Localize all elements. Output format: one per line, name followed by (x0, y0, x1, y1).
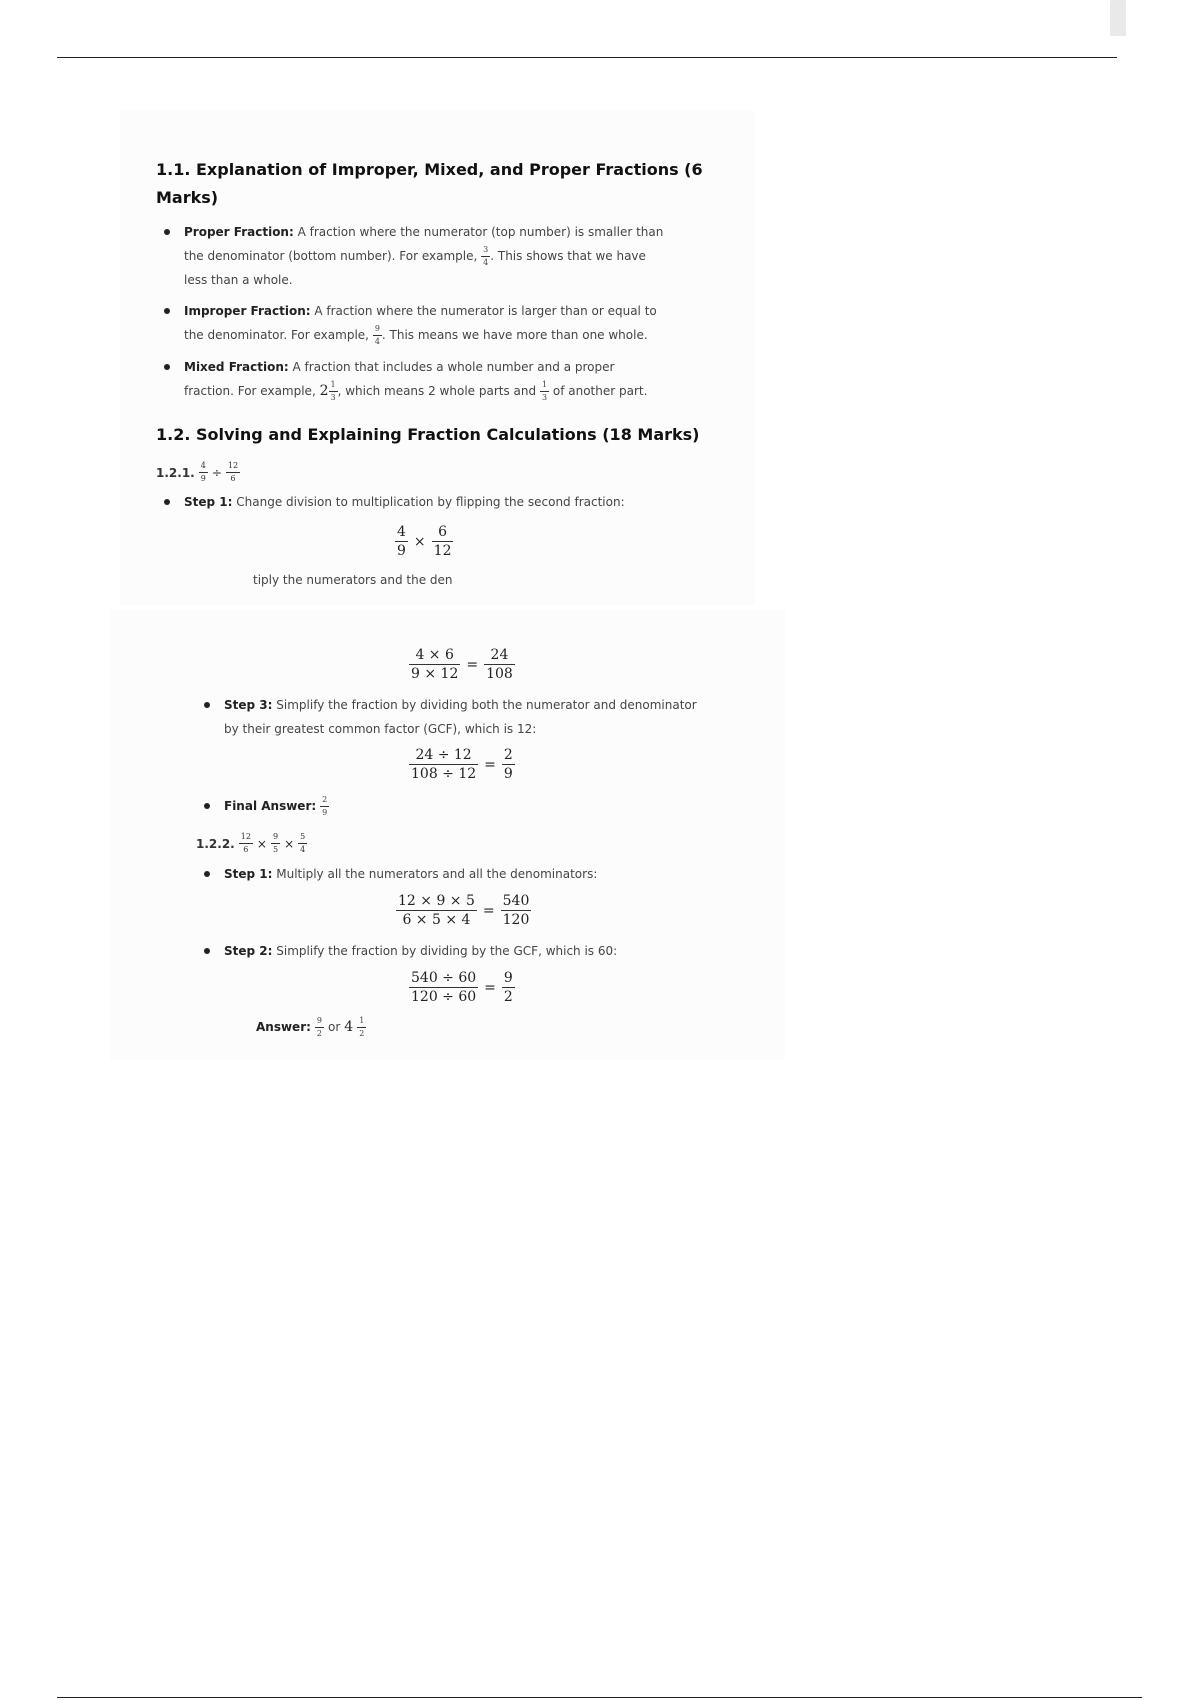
mixed-example-fraction: $\frac{1}{3}$ (330, 380, 336, 402)
q122-equation-1: $\frac{12 \times 9 \times 5}{6 \times 5 \times 4}$ = $\frac{540}{120}$ (398, 893, 530, 928)
step1-text: Multiply all the numerators and all the denominators: (276, 867, 598, 881)
mixed-line1: A fraction that includes a whole number and a proper (292, 360, 615, 374)
truncated-step-text: tiply the numerators and the den (253, 573, 453, 587)
improper-line2b: . This means we have more than one whole. (381, 328, 648, 342)
scrollbar-thumb[interactable] (1110, 0, 1126, 36)
step1-text: Change division to multiplication by flipping the second fraction: (236, 495, 625, 509)
bullet (204, 948, 210, 954)
q121-final-answer (224, 794, 329, 818)
proper-line1: A fraction where the numerator (top number) is smaller than (297, 225, 664, 239)
step2-label: Step 2: (224, 944, 273, 958)
final-answer-label: Final Answer: (224, 799, 317, 813)
improper-line1: A fraction where the numerator is larger than or equal to (314, 304, 657, 318)
q121-fraction-a: $\frac{4}{9}$ (200, 461, 206, 483)
answer-mixed-fraction: $\frac{1}{2}$ (359, 1015, 365, 1038)
answer-label: Answer: (256, 1020, 311, 1034)
question-1-2-2-label: 1.2.2. (196, 836, 235, 851)
example-fraction-3-4: $\frac{3}{4}$ (483, 245, 489, 267)
proper-line2b: . This shows that we have (490, 249, 646, 263)
section-1-1-heading-line1: 1.1. Explanation of Improper, Mixed, and Proper Fractions (6 (156, 160, 703, 179)
step3-label: Step 3: (224, 698, 273, 712)
proper-line3: less than a whole. (184, 273, 293, 287)
q121-equation-1: $\frac{4}{9}$ × $\frac{6}{12}$ (397, 524, 452, 559)
question-1-2-2: 1.2.2. $\frac{12}{6}$ × $\frac{9}{5}$ × $\frac{5}{4}$ (196, 832, 306, 854)
section-1-2-heading: 1.2. Solving and Explaining Fraction Calculations (18 Marks) (156, 425, 700, 444)
section-1-1-heading-line2: Marks) (156, 188, 219, 207)
q121-equation-3: $\frac{24 \div 12}{108 \div 12}$ = $\frac{2}{9}$ (411, 747, 513, 782)
q121-step3 (224, 693, 744, 741)
bullet (164, 499, 170, 505)
step3-line1: Simplify the fraction by dividing both the numerator and denominator (276, 698, 697, 712)
proper-fraction-label: Proper Fraction: (184, 225, 294, 239)
bullet (204, 803, 210, 809)
improper-fraction-label: Improper Fraction: (184, 304, 311, 318)
q121-fraction-b: $\frac{12}{6}$ (227, 461, 239, 483)
q122-step1 (224, 862, 597, 886)
mixed-line2a: fraction. For example, (184, 384, 316, 398)
bullet (204, 871, 210, 877)
part-fraction: $\frac{1}{3}$ (541, 380, 548, 402)
q122-answer (256, 1015, 366, 1039)
proper-line2a: the denominator (bottom number). For example, (184, 249, 478, 263)
final-answer-fraction: $\frac{2}{9}$ (322, 794, 328, 817)
answer-whole: 4 (344, 1019, 354, 1035)
improper-line2a: the denominator. For example, (184, 328, 369, 342)
q121-step1 (184, 490, 625, 514)
bottom-rule (57, 1697, 1142, 1698)
q122-step2 (224, 939, 617, 963)
answer-improper-fraction: $\frac{9}{2}$ (316, 1015, 323, 1038)
example-fraction-9-4: $\frac{9}{4}$ (374, 324, 380, 346)
q121-equation-2: $\frac{4 \times 6}{9 \times 12}$ = $\frac{24}{108}$ (411, 647, 513, 682)
question-1-2-1 (156, 462, 240, 483)
q121-operator: ÷ (211, 465, 222, 480)
step1-label: Step 1: (184, 495, 233, 509)
answer-or: or (328, 1020, 341, 1034)
q122-equation-2: $\frac{540 \div 60}{120 \div 60}$ = $\frac{9}{2}$ (411, 970, 513, 1005)
mixed-example-whole: 2 (319, 383, 329, 399)
mixed-line2b: , which means 2 whole parts and (337, 384, 537, 398)
proper-fraction-item (184, 220, 684, 292)
bullet (164, 364, 170, 370)
bullet (164, 229, 170, 235)
mixed-fraction-label: Mixed Fraction: (184, 360, 289, 374)
step1-label: Step 1: (224, 867, 273, 881)
step2-text: Simplify the fraction by dividing by the GCF, which is 60: (276, 944, 618, 958)
bullet (164, 308, 170, 314)
mixed-fraction-item (184, 355, 684, 403)
top-rule (57, 57, 1117, 58)
improper-fraction-item (184, 299, 684, 347)
bullet (204, 702, 210, 708)
question-1-2-1-label: 1.2.1. (156, 465, 195, 480)
mixed-line2c: of another part. (552, 384, 648, 398)
step3-line2: by their greatest common factor (GCF), which is 12: (224, 722, 537, 736)
